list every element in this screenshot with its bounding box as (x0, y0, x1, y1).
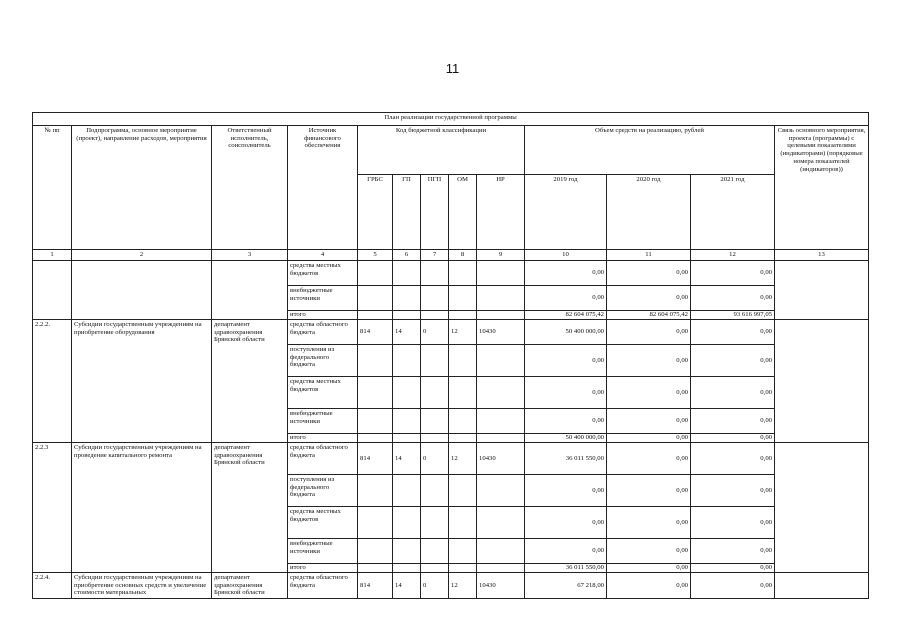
cell-executor: департамент здравоохранения Брянской области (212, 443, 288, 573)
table-caption: План реализации государственной программы (33, 113, 869, 126)
header-om: ОМ (449, 175, 477, 250)
cell-source: поступления из федерального бюджета (288, 345, 358, 377)
cell-2019: 0,00 (525, 286, 607, 311)
cell-2020: 0,00 (607, 320, 691, 345)
column-number: 13 (775, 250, 869, 261)
header-gp: ГП (393, 175, 421, 250)
cell-2020: 0,00 (607, 507, 691, 539)
header-2020: 2020 год (607, 175, 691, 250)
cell-2021: 0,00 (691, 475, 775, 507)
cell-2019: 0,00 (525, 475, 607, 507)
plan-table (32, 112, 869, 599)
cell-grbs: 814 (358, 443, 393, 475)
cell-nr: 10430 (477, 443, 525, 475)
header-pgp: ПГП (421, 175, 449, 250)
cell-source: средства местных бюджетов (288, 507, 358, 539)
cell-2019: 0,00 (525, 539, 607, 564)
column-number: 2 (72, 250, 212, 261)
header-num: № пп (33, 126, 72, 250)
column-number: 4 (288, 250, 358, 261)
cell-2021: 93 616 997,05 (691, 311, 775, 320)
cell-2019: 0,00 (525, 507, 607, 539)
cell-2021: 0,00 (691, 507, 775, 539)
cell-gp: 14 (393, 320, 421, 345)
cell-source: внебюджетные источники (288, 539, 358, 564)
cell-link (775, 573, 869, 599)
cell-2021: 0,00 (691, 286, 775, 311)
cell-source: внебюджетные источники (288, 286, 358, 311)
cell-2020: 82 604 075,42 (607, 311, 691, 320)
header-nr: НР (477, 175, 525, 250)
column-numbers-row (33, 250, 869, 261)
cell-source: средства местных бюджетов (288, 377, 358, 409)
header-executor: Ответственный исполнитель, соисполнитель (212, 126, 288, 250)
column-number: 7 (421, 250, 449, 261)
header-2021: 2021 год (691, 175, 775, 250)
column-number: 6 (393, 250, 421, 261)
cell-om: 12 (449, 320, 477, 345)
cell-2020: 0,00 (607, 345, 691, 377)
cell-2021: 0,00 (691, 261, 775, 286)
cell-link (775, 261, 869, 320)
cell-2019: 36 011 550,00 (525, 443, 607, 475)
cell-2020: 0,00 (607, 286, 691, 311)
cell-2020: 0,00 (607, 377, 691, 409)
column-number: 1 (33, 250, 72, 261)
cell-gp: 14 (393, 443, 421, 475)
cell-nr: 10430 (477, 573, 525, 599)
header-grbs: ГРБС (358, 175, 393, 250)
header-budget-code: Код бюджетной классификации (358, 126, 525, 175)
cell-2019: 0,00 (525, 409, 607, 434)
cell-source: итого (288, 434, 358, 443)
cell-2019: 0,00 (525, 261, 607, 286)
cell-name (72, 261, 212, 320)
cell-2020: 0,00 (607, 409, 691, 434)
cell-source: средства областного бюджета (288, 320, 358, 345)
cell-2021: 0,00 (691, 345, 775, 377)
cell-pgp: 0 (421, 573, 449, 599)
cell-2021: 0,00 (691, 573, 775, 599)
cell-2021: 0,00 (691, 539, 775, 564)
cell-2019: 0,00 (525, 377, 607, 409)
cell-2019: 0,00 (525, 345, 607, 377)
cell-2020: 0,00 (607, 261, 691, 286)
cell-2019: 82 604 075,42 (525, 311, 607, 320)
cell-2020: 0,00 (607, 573, 691, 599)
cell-grbs: 814 (358, 573, 393, 599)
column-number: 9 (477, 250, 525, 261)
cell-source: средства областного бюджета (288, 573, 358, 599)
table-row (33, 573, 869, 599)
table-row (33, 443, 869, 475)
header-link: Связь основного мероприятия, проекта (программы) с целевыми показателями (индикаторами) (порядковые номера показателей (индикаторов)) (775, 126, 869, 250)
cell-link (775, 443, 869, 573)
cell-nr: 10430 (477, 320, 525, 345)
cell-pgp: 0 (421, 320, 449, 345)
table-row (33, 320, 869, 345)
cell-2021: 0,00 (691, 320, 775, 345)
column-number: 8 (449, 250, 477, 261)
header-source: Источник финансового обеспечения (288, 126, 358, 250)
cell-source: внебюджетные источники (288, 409, 358, 434)
cell-2020: 0,00 (607, 475, 691, 507)
cell-2021: 0,00 (691, 564, 775, 573)
cell-executor (212, 261, 288, 320)
cell-2021: 0,00 (691, 434, 775, 443)
cell-num (33, 261, 72, 320)
cell-grbs: 814 (358, 320, 393, 345)
cell-source: средства областного бюджета (288, 443, 358, 475)
column-number: 5 (358, 250, 393, 261)
cell-link (775, 320, 869, 443)
header-volume: Объем средств на реализацию, рублей (525, 126, 775, 175)
cell-source: итого (288, 311, 358, 320)
cell-name: Субсидии государственным учреждениям на проведение капитального ремонта (72, 443, 212, 573)
cell-source: средства местных бюджетов (288, 261, 358, 286)
cell-2019: 50 400 000,00 (525, 434, 607, 443)
cell-2020: 0,00 (607, 539, 691, 564)
cell-gp: 14 (393, 573, 421, 599)
cell-2020: 0,00 (607, 564, 691, 573)
table-row (33, 261, 869, 286)
cell-2021: 0,00 (691, 409, 775, 434)
cell-name: Субсидии государственным учреждениям на приобретение оборудования (72, 320, 212, 443)
cell-executor: департамент здравоохранения Брянской области (212, 573, 288, 599)
cell-2021: 0,00 (691, 377, 775, 409)
cell-om: 12 (449, 443, 477, 475)
cell-num: 2.2.2. (33, 320, 72, 443)
cell-name: Субсидии государственным учреждениям на приобретение основных средств и увеличение стоимости материальных (72, 573, 212, 599)
column-number: 3 (212, 250, 288, 261)
column-number: 10 (525, 250, 607, 261)
cell-2020: 0,00 (607, 443, 691, 475)
cell-2021: 0,00 (691, 443, 775, 475)
header-name: Подпрограмма, основное мероприятие (проект), направление расходов, мероприятия (72, 126, 212, 250)
cell-2020: 0,00 (607, 434, 691, 443)
cell-2019: 67 218,00 (525, 573, 607, 599)
column-number: 11 (607, 250, 691, 261)
cell-source: поступления из федерального бюджета (288, 475, 358, 507)
header-2019: 2019 год (525, 175, 607, 250)
column-number: 12 (691, 250, 775, 261)
cell-executor: департамент здравоохранения Брянской области (212, 320, 288, 443)
cell-2019: 50 400 000,00 (525, 320, 607, 345)
cell-2019: 36 011 550,00 (525, 564, 607, 573)
cell-source: итого (288, 564, 358, 573)
cell-num: 2.2.3 (33, 443, 72, 573)
cell-num: 2.2.4. (33, 573, 72, 599)
cell-om: 12 (449, 573, 477, 599)
page-number: 11 (445, 61, 460, 76)
cell-pgp: 0 (421, 443, 449, 475)
